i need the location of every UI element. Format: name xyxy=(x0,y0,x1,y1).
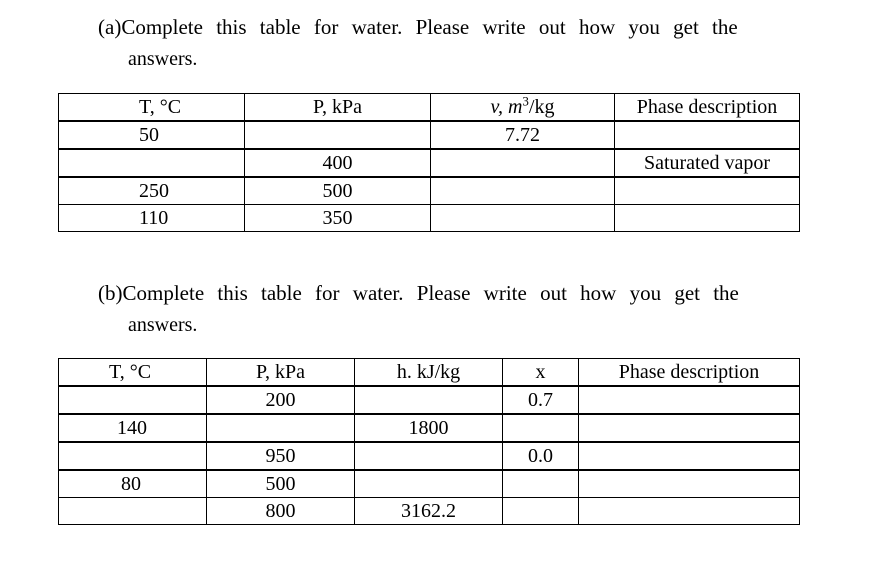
table-cell: 7.72 xyxy=(431,121,615,149)
table-cell: 250 xyxy=(59,177,245,205)
table-row xyxy=(59,149,800,177)
table-cell xyxy=(59,386,207,414)
table-row xyxy=(59,386,800,414)
question-a-line1 xyxy=(98,15,738,40)
table-cell xyxy=(431,205,615,232)
table-cell: 0.0 xyxy=(503,442,579,470)
table-cell: 800 xyxy=(207,498,355,525)
table-row xyxy=(59,442,800,470)
table-cell: 0.7 xyxy=(503,386,579,414)
table-cell xyxy=(615,205,800,232)
table-cell xyxy=(59,442,207,470)
table-b xyxy=(58,358,800,525)
table-cell xyxy=(503,470,579,498)
table-cell: 140 xyxy=(59,414,207,442)
table-a-header-phase: Phase description xyxy=(615,94,800,122)
table-a xyxy=(58,93,800,232)
table-cell: 950 xyxy=(207,442,355,470)
table-cell: 1800 xyxy=(355,414,503,442)
table-cell: Saturated vapor xyxy=(615,149,800,177)
question-b-label: (b) xyxy=(98,281,123,305)
question-a-line2: answers. xyxy=(128,48,198,70)
table-cell xyxy=(579,470,800,498)
table-cell: 200 xyxy=(207,386,355,414)
table-row xyxy=(59,470,800,498)
table-row xyxy=(59,414,800,442)
table-cell: 500 xyxy=(245,177,431,205)
table-cell xyxy=(431,177,615,205)
question-b-line2: answers. xyxy=(128,314,198,336)
table-a-header-pressure: P, kPa xyxy=(245,94,431,122)
table-a-header-specific-volume: v, $m^3/kg$ xyxy=(431,94,615,122)
table-cell xyxy=(579,414,800,442)
table-cell: 110 xyxy=(59,205,245,232)
table-cell: 3162.2 xyxy=(355,498,503,525)
question-b-line1 xyxy=(98,281,739,306)
table-cell xyxy=(355,470,503,498)
table-cell xyxy=(207,414,355,442)
table-cell xyxy=(431,149,615,177)
table-cell xyxy=(59,149,245,177)
table-cell xyxy=(579,386,800,414)
table-row xyxy=(59,177,800,205)
table-row xyxy=(59,205,800,232)
question-a-text: Complete this table for water. Please write out how you get the xyxy=(121,15,738,39)
table-b-header-pressure: P, kPa xyxy=(207,359,355,387)
table-b-header-row xyxy=(59,359,800,387)
table-cell xyxy=(355,442,503,470)
table-b-header-temperature: T, °C xyxy=(59,359,207,387)
table-row xyxy=(59,121,800,149)
table-cell xyxy=(615,121,800,149)
table-cell xyxy=(503,414,579,442)
question-b-text: Complete this table for water. Please write out how you get the xyxy=(122,281,739,305)
table-a-header-temperature: T, °C xyxy=(59,94,245,122)
table-cell: 50 xyxy=(59,121,245,149)
table-b-header-quality: x xyxy=(503,359,579,387)
table-a-header-row xyxy=(59,94,800,122)
table-cell xyxy=(245,121,431,149)
table-cell xyxy=(503,498,579,525)
table-cell xyxy=(579,442,800,470)
table-cell: 350 xyxy=(245,205,431,232)
table-row xyxy=(59,498,800,525)
table-cell: 80 xyxy=(59,470,207,498)
table-cell xyxy=(579,498,800,525)
table-cell: 400 xyxy=(245,149,431,177)
table-b-header-enthalpy: h. kJ/kg xyxy=(355,359,503,387)
question-a-label: (a) xyxy=(98,15,122,39)
table-cell xyxy=(615,177,800,205)
table-cell: 500 xyxy=(207,470,355,498)
table-cell xyxy=(59,498,207,525)
table-cell xyxy=(355,386,503,414)
table-b-header-phase: Phase description xyxy=(579,359,800,387)
